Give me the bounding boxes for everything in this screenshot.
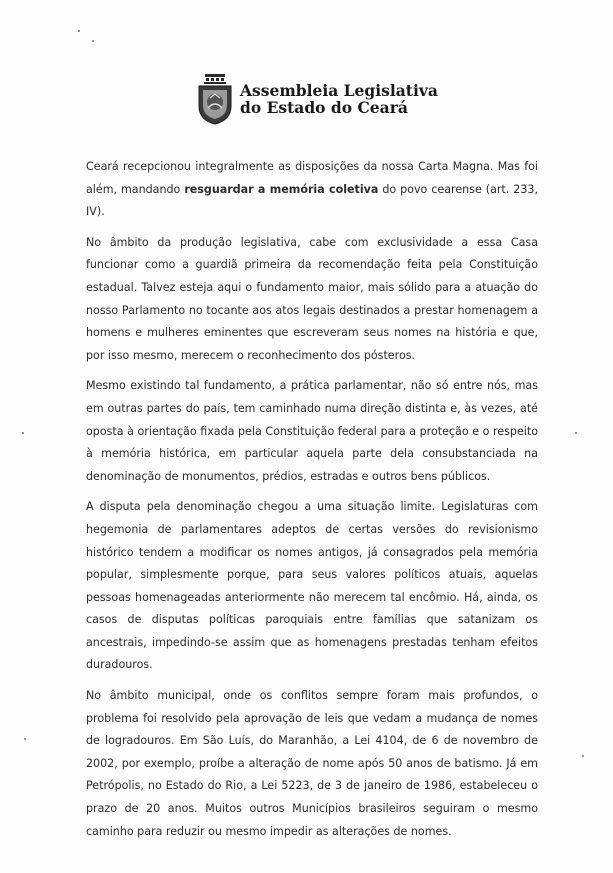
- document-body: [86, 156, 538, 851]
- letterhead: [196, 72, 438, 126]
- org-line-1: Assembleia Legislativa: [240, 81, 438, 100]
- paragraph-1-end: do povo cearense (art. 233, IV).: [86, 182, 538, 219]
- organization-name: [240, 82, 438, 116]
- state-seal-icon: [196, 72, 234, 126]
- paragraph-1: [86, 156, 538, 224]
- paragraph-2: No âmbito da produção legislativa, cabe com exclusividade a essa Casa funcionar como a guardiã primeira da recomendação feita pela Constituição estadual. Talvez esteja aqui o fundamento maior, mais sólido para a atuação do nosso Parlamento no tocante aos atos legais destinados a prestar homenagem a homens e mulheres eminentes que escreveram seus nomes na história e que, por isso mesmo, merecem o reconhecimento dos pósteros.: [86, 235, 538, 362]
- paragraph-3: Mesmo existindo tal fundamento, a prática parlamentar, não só entre nós, mas em outras partes do país, tem caminhado numa direção distinta e, às vezes, até oposta à orientação fixada pela Constituição federal para a proteção e o respeito à memória histórica, em particular aquela parte dela consubstanciada na denominação de monumentos, prédios, estradas e outros bens públicos.: [86, 379, 538, 483]
- paragraph-5: No âmbito municipal, onde os conflitos sempre foram mais profundos, o problema foi resolvido pela aprovação de leis que vedam a mudança de nomes de logradouros. Em São Luís, do Maranhão, a Lei 4104, de 6 de novembro de 2002, por exemplo, proíbe a alteração de nome após 50 anos de batismo. Já em Petrópolis, no Estado do Rio, a Lei 5223, de 3 de janeiro de 1986, estabeleceu o prazo de 20 anos. Muitos outros Municípios brasileiros seguiram o mesmo caminho para reduzir ou mesmo impedir as alterações de nomes.: [86, 689, 538, 838]
- org-line-2: do Estado do Ceará: [240, 98, 408, 117]
- paragraph-1-bold: resguardar a memória coletiva: [184, 182, 379, 196]
- paragraph-4: A disputa pela denominação chegou a uma situação limite. Legislaturas com hegemonia de parlamentares adeptos de certas versões do revisionismo histórico tendem a modificar os nomes antigos, já consagrados pela memória popular, simplesmente porque, para seus valores políticos atuais, aquelas pessoas homenageadas anteriormente não merecem tal encômio. Há, ainda, os casos de disputas políticas paroquiais entre famílias que satanizam os ancestrais, impedindo-se assim que as homenagens prestadas tenham efeitos duradouros.: [86, 500, 538, 672]
- paragraph-1-text: Ceará recepcionou integralmente as disposições da nossa Carta Magna. Mas foi além, mandando: [86, 160, 538, 196]
